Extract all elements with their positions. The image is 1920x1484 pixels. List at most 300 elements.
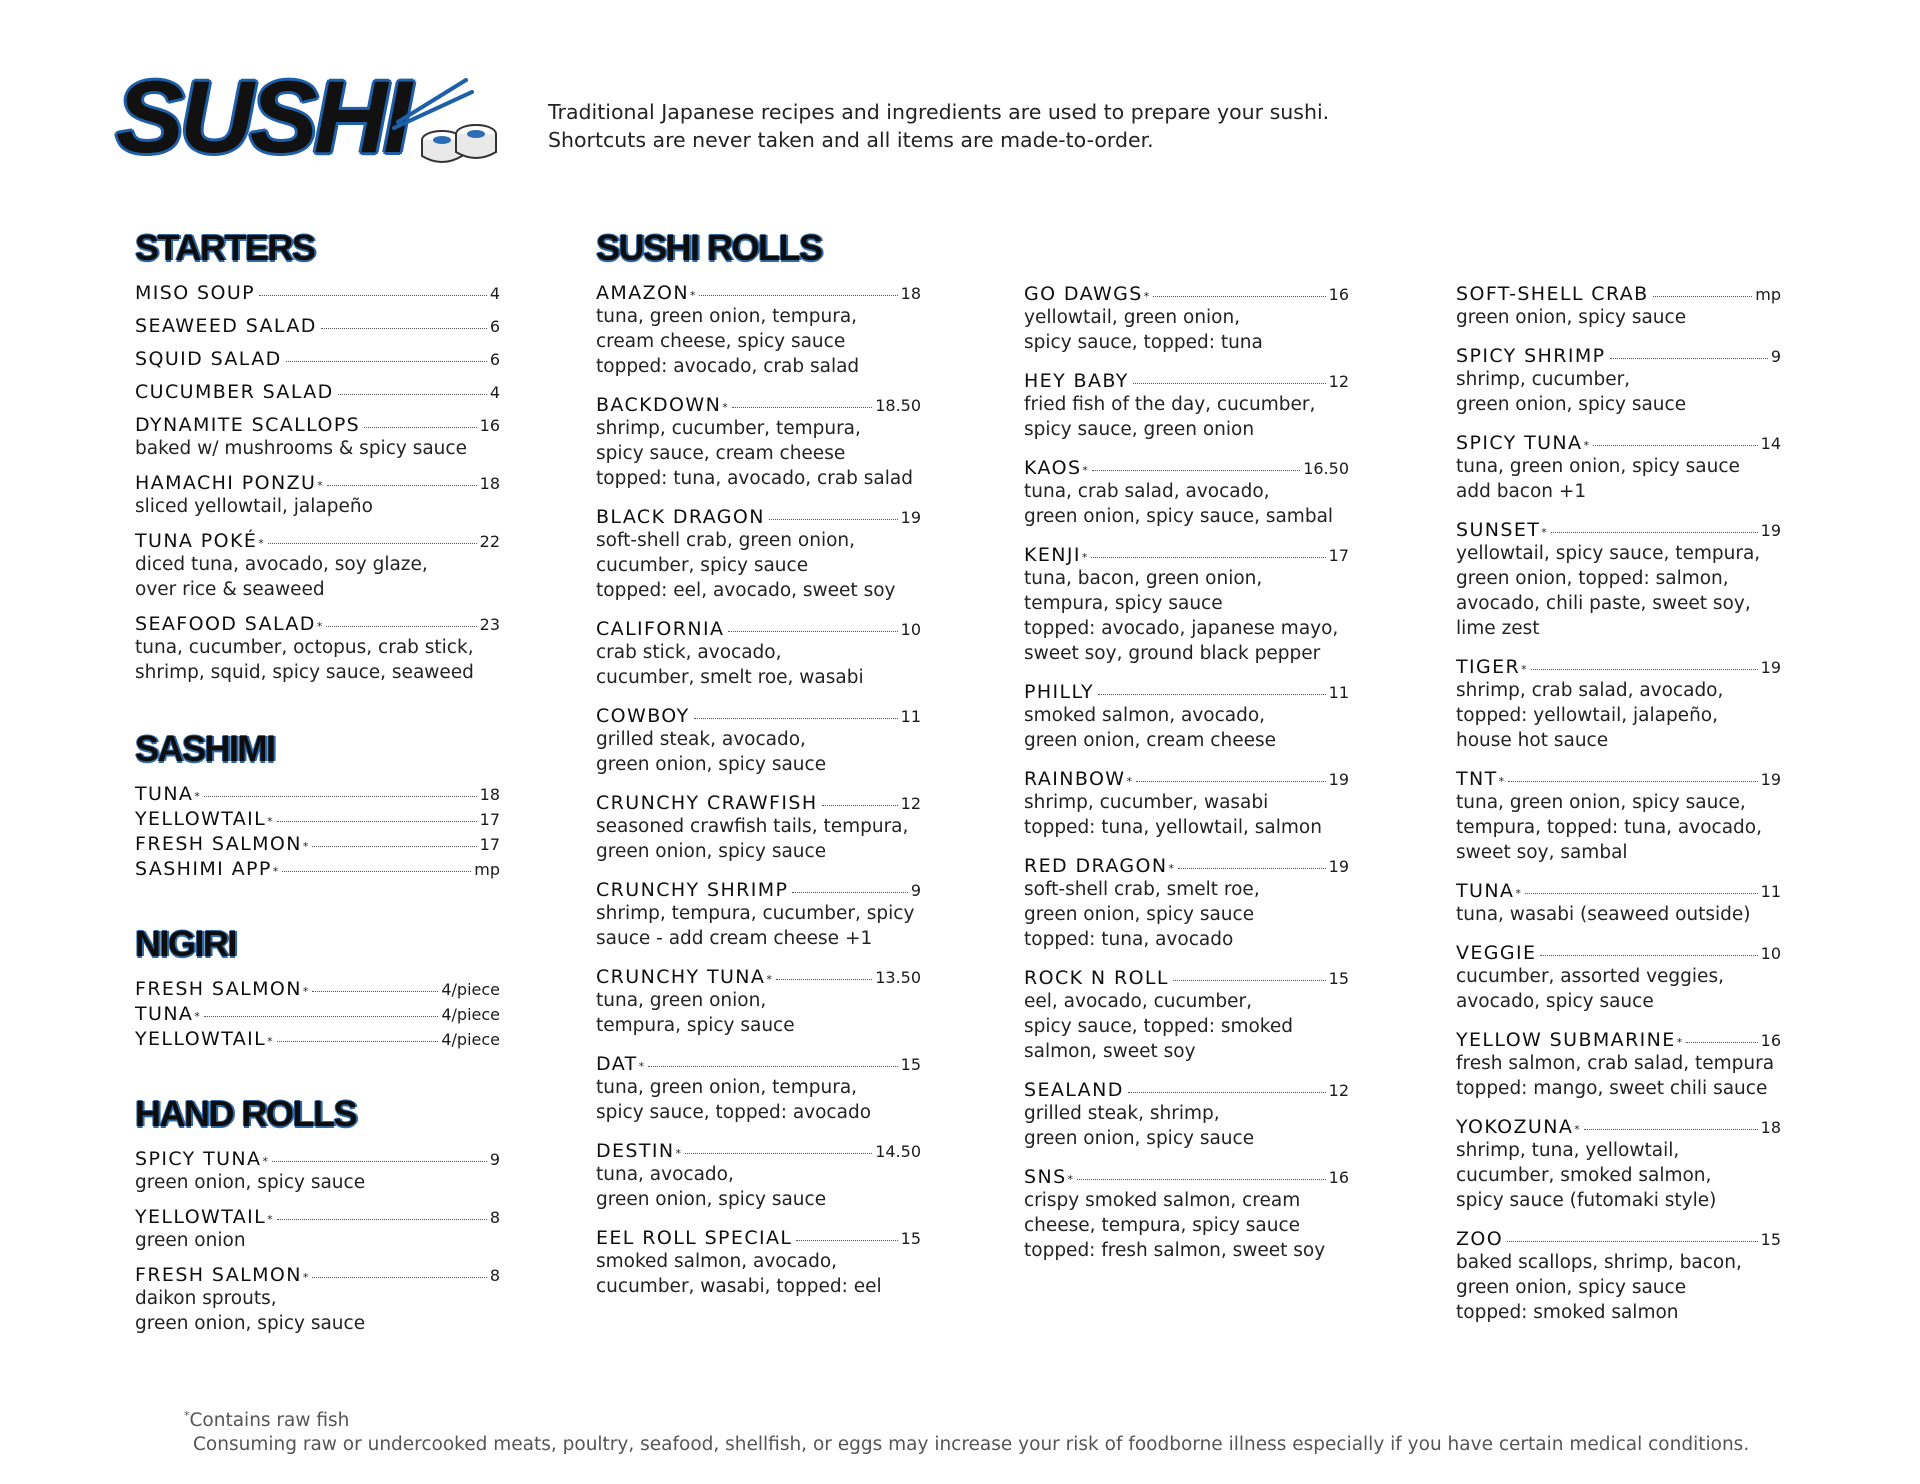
menu-item-price: 9 bbox=[910, 881, 921, 900]
column-sushi-rolls-1 bbox=[596, 228, 921, 1314]
description-line: salmon, sweet soy bbox=[1024, 1041, 1196, 1062]
menu-list bbox=[1456, 283, 1781, 1325]
intro-line-1: Traditional Japanese recipes and ingredients are used to prepare your sushi. bbox=[548, 100, 1330, 124]
description-line: green onion, spicy sauce, sambal bbox=[1024, 506, 1334, 527]
description-line: spicy sauce, topped: tuna bbox=[1024, 332, 1263, 353]
menu-item bbox=[596, 966, 921, 1038]
dot-leader bbox=[1128, 1092, 1326, 1093]
menu-list bbox=[135, 978, 500, 1050]
menu-item-description bbox=[1456, 1051, 1781, 1101]
menu-item-row bbox=[1024, 457, 1349, 479]
menu-item-name: BLACK DRAGON bbox=[596, 506, 765, 528]
description-line: fresh salmon, crab salad, tempura bbox=[1456, 1053, 1775, 1074]
menu-item-price: 18 bbox=[1760, 1118, 1781, 1137]
description-line: tuna, bacon, green onion, bbox=[1024, 568, 1263, 589]
menu-item-row bbox=[1024, 768, 1349, 790]
menu-list bbox=[1024, 283, 1349, 1263]
menu-item-description bbox=[596, 640, 921, 690]
menu-item bbox=[596, 618, 921, 690]
description-line: green onion, spicy sauce bbox=[1456, 394, 1687, 415]
description-line: eel, avocado, cucumber, bbox=[1024, 991, 1253, 1012]
description-line: green onion, spicy sauce bbox=[596, 1189, 827, 1210]
menu-item bbox=[1024, 370, 1349, 442]
menu-list bbox=[135, 1148, 500, 1336]
raw-fish-marker: * bbox=[675, 1147, 682, 1160]
raw-fish-marker: * bbox=[689, 289, 696, 302]
menu-item-name: MISO SOUP bbox=[135, 282, 256, 304]
description-line: soft-shell crab, smelt roe, bbox=[1024, 879, 1260, 900]
column-left bbox=[135, 228, 500, 1380]
intro-line-2: Shortcuts are never taken and all items are made-to-order. bbox=[548, 128, 1154, 152]
menu-item-price: 4 bbox=[489, 383, 500, 402]
menu-item-description bbox=[1024, 1188, 1349, 1263]
description-line: green onion, spicy sauce bbox=[135, 1313, 366, 1334]
dot-leader bbox=[1593, 445, 1758, 446]
menu-item bbox=[135, 808, 500, 830]
menu-item-description bbox=[1456, 964, 1781, 1014]
menu-item-row bbox=[135, 1264, 500, 1286]
menu-item-description bbox=[596, 304, 921, 379]
menu-list bbox=[596, 282, 921, 1299]
description-line: baked scallops, shrimp, bacon, bbox=[1456, 1252, 1742, 1273]
menu-item-description bbox=[1456, 790, 1781, 865]
menu-item-price: 14.50 bbox=[875, 1142, 921, 1161]
menu-item-name: DYNAMITE SCALLOPS bbox=[135, 414, 361, 436]
menu-item bbox=[135, 381, 500, 403]
menu-item-price: 18 bbox=[479, 785, 500, 804]
menu-item-name: TUNA bbox=[135, 1003, 194, 1025]
menu-item-price: 16 bbox=[1760, 1031, 1781, 1050]
menu-item-price: 13.50 bbox=[875, 968, 921, 987]
description-line: green onion, spicy sauce bbox=[1456, 1277, 1687, 1298]
menu-item-description bbox=[135, 1286, 500, 1336]
menu-item-description bbox=[1024, 1101, 1349, 1151]
menu-item-name: SQUID SALAD bbox=[135, 348, 282, 370]
section-title-sushi-rolls: SUSHI ROLLS bbox=[596, 227, 822, 268]
menu-item-row bbox=[1024, 1079, 1349, 1101]
description-line: spicy sauce, topped: smoked bbox=[1024, 1016, 1293, 1037]
menu-item-price: 15 bbox=[900, 1055, 921, 1074]
menu-item bbox=[596, 792, 921, 864]
menu-item bbox=[135, 1264, 500, 1336]
section-title-starters: STARTERS bbox=[135, 227, 315, 268]
menu-item-description bbox=[596, 727, 921, 777]
menu-item-price: 12 bbox=[1328, 1081, 1349, 1100]
description-line: green onion bbox=[135, 1230, 246, 1251]
column-sushi-rolls-2 bbox=[1024, 283, 1349, 1278]
menu-item-row bbox=[135, 858, 500, 880]
description-line: cucumber, wasabi, topped: eel bbox=[596, 1276, 882, 1297]
menu-item-row bbox=[135, 381, 500, 403]
raw-fish-marker: * bbox=[1583, 439, 1589, 452]
description-line: shrimp, tempura, cucumber, spicy bbox=[596, 903, 915, 924]
menu-item-name: SEAFOOD SALAD bbox=[135, 613, 316, 635]
menu-item-name: SEALAND bbox=[1024, 1079, 1124, 1101]
description-line: cucumber, spicy sauce bbox=[596, 555, 809, 576]
menu-item-price: 6 bbox=[489, 317, 500, 336]
menu-item bbox=[1024, 544, 1349, 666]
section-sashimi bbox=[135, 729, 500, 880]
menu-item-row bbox=[596, 506, 921, 528]
menu-item-description bbox=[1456, 454, 1781, 504]
menu-item-row bbox=[135, 783, 500, 805]
raw-fish-marker: * bbox=[1574, 1123, 1580, 1136]
description-line: tuna, cucumber, octopus, crab stick, bbox=[135, 637, 474, 658]
menu-item-price: 12 bbox=[900, 794, 921, 813]
menu-item bbox=[135, 1003, 500, 1025]
menu-item-row bbox=[1024, 681, 1349, 703]
menu-item bbox=[135, 315, 500, 337]
menu-item-price: 19 bbox=[1760, 521, 1781, 540]
menu-item bbox=[135, 1028, 500, 1050]
menu-item-price: 18.50 bbox=[875, 396, 921, 415]
menu-item-description bbox=[596, 988, 921, 1038]
description-line: cucumber, smoked salmon, bbox=[1456, 1165, 1712, 1186]
menu-item bbox=[135, 1206, 500, 1253]
description-line: topped: mango, sweet chili sauce bbox=[1456, 1078, 1768, 1099]
menu-item-name: YELLOWTAIL bbox=[135, 1028, 267, 1050]
menu-item-row bbox=[135, 1028, 500, 1050]
menu-item bbox=[596, 705, 921, 777]
raw-fish-marker: * bbox=[766, 973, 772, 986]
menu-item bbox=[1456, 519, 1781, 641]
menu-item-price: 4/piece bbox=[441, 980, 500, 999]
menu-item bbox=[1456, 1029, 1781, 1101]
description-line: tempura, spicy sauce bbox=[1024, 593, 1223, 614]
menu-item bbox=[1024, 1079, 1349, 1151]
menu-item-row bbox=[1024, 1166, 1349, 1188]
dot-leader bbox=[1153, 296, 1325, 297]
menu-item-row bbox=[596, 792, 921, 814]
menu-item-name: YOKOZUNA bbox=[1456, 1116, 1574, 1138]
footer-line-1 bbox=[183, 1404, 1749, 1433]
menu-item-description bbox=[596, 1075, 921, 1125]
menu-item bbox=[135, 858, 500, 880]
menu-item-price: 19 bbox=[900, 508, 921, 527]
raw-fish-marker: * bbox=[302, 1271, 309, 1284]
description-line: green onion, spicy sauce bbox=[135, 1172, 366, 1193]
description-line: house hot sauce bbox=[1456, 730, 1609, 751]
dot-leader bbox=[1584, 1129, 1758, 1130]
menu-item-description bbox=[1024, 392, 1349, 442]
description-line: topped: smoked salmon bbox=[1456, 1302, 1679, 1323]
menu-item-row bbox=[1456, 345, 1781, 367]
description-line: tempura, spicy sauce bbox=[596, 1015, 795, 1036]
menu-item-description bbox=[1024, 703, 1349, 753]
menu-item-name: FRESH SALMON bbox=[135, 1264, 302, 1286]
menu-item-row bbox=[596, 966, 921, 988]
description-line: cheese, tempura, spicy sauce bbox=[1024, 1215, 1301, 1236]
menu-item-row bbox=[135, 315, 500, 337]
raw-fish-marker: * bbox=[1521, 663, 1527, 676]
raw-fish-marker: * bbox=[1515, 887, 1521, 900]
dot-leader bbox=[1551, 532, 1758, 533]
menu-item-name: YELLOWTAIL bbox=[135, 808, 267, 830]
dot-leader bbox=[1653, 296, 1753, 297]
description-line: over rice & seaweed bbox=[135, 579, 325, 600]
menu-item bbox=[596, 1053, 921, 1125]
description-line: shrimp, tuna, yellowtail, bbox=[1456, 1140, 1680, 1161]
section-nigiri bbox=[135, 924, 500, 1050]
menu-item-name: YELLOW SUBMARINE bbox=[1456, 1029, 1676, 1051]
menu-item-name: CRUNCHY SHRIMP bbox=[596, 879, 789, 901]
menu-item-price: 4/piece bbox=[441, 1005, 500, 1024]
footer-line-2: Consuming raw or undercooked meats, poultry, seafood, shellfish, or eggs may increase your risk of foodborne illness especially if you have certain medical conditions. bbox=[193, 1434, 1750, 1456]
raw-fish-marker: * bbox=[267, 1213, 273, 1226]
menu-item-name: SPICY TUNA bbox=[135, 1148, 262, 1170]
raw-fish-marker: * bbox=[1067, 1173, 1074, 1186]
menu-item bbox=[596, 879, 921, 951]
menu-item bbox=[135, 833, 500, 855]
menu-item-row bbox=[1024, 967, 1349, 989]
menu-item-name: TUNA bbox=[1456, 880, 1515, 902]
menu-item bbox=[1024, 457, 1349, 529]
dot-leader bbox=[364, 427, 476, 428]
description-line: cream cheese, spicy sauce bbox=[596, 331, 846, 352]
menu-item-row bbox=[1456, 880, 1781, 902]
dot-leader bbox=[338, 394, 487, 395]
menu-item-price: 14 bbox=[1760, 434, 1781, 453]
menu-item-name: DAT bbox=[596, 1053, 638, 1075]
dot-leader bbox=[1091, 557, 1325, 558]
description-line: tuna, wasabi (seaweed outside) bbox=[1456, 904, 1751, 925]
dot-leader bbox=[326, 626, 476, 627]
menu-item bbox=[1456, 768, 1781, 865]
menu-item-name: SUNSET bbox=[1456, 519, 1541, 541]
description-line: baked w/ mushrooms & spicy sauce bbox=[135, 438, 467, 459]
menu-item-row bbox=[1024, 283, 1349, 305]
description-line: spicy sauce, green onion bbox=[1024, 419, 1255, 440]
description-line: cucumber, smelt roe, wasabi bbox=[596, 667, 864, 688]
menu-item-row bbox=[596, 1053, 921, 1075]
description-line: sweet soy, sambal bbox=[1456, 842, 1628, 863]
raw-fish-marker: * bbox=[722, 401, 728, 414]
menu-item-price: 17 bbox=[1328, 546, 1349, 565]
menu-item-name: SOFT-SHELL CRAB bbox=[1456, 283, 1649, 305]
description-line: add bacon +1 bbox=[1456, 481, 1587, 502]
dot-leader bbox=[648, 1066, 898, 1067]
dot-leader bbox=[1686, 1042, 1757, 1043]
menu-item bbox=[1024, 768, 1349, 840]
logo bbox=[116, 60, 408, 174]
raw-fish-star: * bbox=[184, 1409, 190, 1422]
description-line: tuna, green onion, spicy sauce bbox=[1456, 456, 1740, 477]
menu-item-price: 19 bbox=[1328, 770, 1349, 789]
menu-item-price: 15 bbox=[900, 1229, 921, 1248]
menu-item-row bbox=[596, 705, 921, 727]
description-line: tuna, crab salad, avocado, bbox=[1024, 481, 1270, 502]
menu-item-row bbox=[596, 282, 921, 304]
logo-wordmark: SUSHI bbox=[116, 60, 408, 174]
menu-item bbox=[135, 1148, 500, 1195]
description-line: soft-shell crab, green onion, bbox=[596, 530, 856, 551]
menu-item-row bbox=[1456, 1029, 1781, 1051]
description-line: green onion, cream cheese bbox=[1024, 730, 1276, 751]
menu-item-name: ROCK N ROLL bbox=[1024, 967, 1169, 989]
description-line: grilled steak, avocado, bbox=[596, 729, 806, 750]
menu-item-price: 9 bbox=[489, 1150, 500, 1169]
menu-item-price: 10 bbox=[900, 620, 921, 639]
menu-item-name: ZOO bbox=[1456, 1228, 1504, 1250]
menu-item-row bbox=[596, 1140, 921, 1162]
menu-item-name: VEGGIE bbox=[1456, 942, 1537, 964]
menu-item-price: 15 bbox=[1760, 1230, 1781, 1249]
menu-item-price: 16 bbox=[479, 416, 500, 435]
menu-item-row bbox=[135, 472, 500, 494]
dot-leader bbox=[204, 796, 477, 797]
menu-item-price: 19 bbox=[1328, 857, 1349, 876]
menu-item-row bbox=[135, 530, 500, 552]
menu-item bbox=[1456, 1116, 1781, 1213]
dot-leader bbox=[776, 979, 872, 980]
menu-item bbox=[1456, 345, 1781, 417]
menu-item bbox=[1456, 283, 1781, 330]
section-title-hand-rolls: HAND ROLLS bbox=[135, 1093, 356, 1134]
raw-fish-marker: * bbox=[1081, 551, 1088, 564]
dot-leader bbox=[1507, 1241, 1758, 1242]
raw-fish-note: Contains raw fish bbox=[189, 1410, 350, 1432]
menu-item-name: GO DAWGS bbox=[1024, 283, 1143, 305]
menu-item-row bbox=[1456, 1116, 1781, 1138]
dot-leader bbox=[1092, 470, 1300, 471]
description-line: topped: yellowtail, jalapeño, bbox=[1456, 705, 1718, 726]
dot-leader bbox=[1178, 868, 1326, 869]
description-line: topped: fresh salmon, sweet soy bbox=[1024, 1240, 1326, 1261]
menu-item-name: SPICY SHRIMP bbox=[1456, 345, 1606, 367]
menu-item-price: 15 bbox=[1328, 969, 1349, 988]
dot-leader bbox=[1136, 781, 1326, 782]
menu-item-name: AMAZON bbox=[596, 282, 689, 304]
dot-leader bbox=[204, 1016, 439, 1017]
dot-leader bbox=[694, 718, 898, 719]
description-line: shrimp, cucumber, bbox=[1456, 369, 1631, 390]
raw-fish-marker: * bbox=[262, 1155, 268, 1168]
menu-item-description bbox=[1456, 541, 1781, 641]
menu-item-name: COWBOY bbox=[596, 705, 690, 727]
menu-item-row bbox=[596, 879, 921, 901]
menu-item-price: 18 bbox=[900, 284, 921, 303]
description-line: daikon sprouts, bbox=[135, 1288, 277, 1309]
dot-leader bbox=[699, 295, 897, 296]
menu-item-name: FRESH SALMON bbox=[135, 833, 302, 855]
description-line: shrimp, squid, spicy sauce, seaweed bbox=[135, 662, 474, 683]
menu-item-row bbox=[135, 1003, 500, 1025]
menu-item-description bbox=[1456, 305, 1781, 330]
menu-item-description bbox=[135, 436, 500, 461]
dot-leader bbox=[277, 821, 477, 822]
menu-item bbox=[1024, 1166, 1349, 1263]
dot-leader bbox=[1508, 781, 1758, 782]
description-line: avocado, chili paste, sweet soy, bbox=[1456, 593, 1751, 614]
menu-item bbox=[135, 530, 500, 602]
dot-leader bbox=[1077, 1179, 1326, 1180]
menu-item-row bbox=[135, 282, 500, 304]
description-line: yellowtail, spicy sauce, tempura, bbox=[1456, 543, 1761, 564]
raw-fish-marker: * bbox=[317, 479, 323, 492]
menu-item-row bbox=[1456, 519, 1781, 541]
dot-leader bbox=[327, 485, 477, 486]
menu-item-row bbox=[596, 394, 921, 416]
menu-item-row bbox=[135, 613, 500, 635]
raw-fish-marker: * bbox=[194, 1010, 200, 1023]
description-line: crispy smoked salmon, cream bbox=[1024, 1190, 1301, 1211]
menu-item-row bbox=[1456, 768, 1781, 790]
raw-fish-marker: * bbox=[1143, 290, 1150, 303]
menu-item-description bbox=[1024, 790, 1349, 840]
menu-item bbox=[135, 783, 500, 805]
description-line: green onion, spicy sauce bbox=[1024, 904, 1255, 925]
description-line: cucumber, assorted veggies, bbox=[1456, 966, 1724, 987]
menu-item-description bbox=[1456, 678, 1781, 753]
menu-item-description bbox=[135, 552, 500, 602]
dot-leader bbox=[1133, 383, 1326, 384]
dot-leader bbox=[272, 1161, 487, 1162]
menu-item-price: 23 bbox=[479, 615, 500, 634]
raw-fish-marker: * bbox=[1082, 464, 1088, 477]
menu-item-price: 16 bbox=[1328, 1168, 1349, 1187]
description-line: shrimp, cucumber, tempura, bbox=[596, 418, 861, 439]
menu-item-name: CRUNCHY TUNA bbox=[596, 966, 766, 988]
raw-fish-marker: * bbox=[316, 620, 323, 633]
menu-item-description bbox=[1024, 989, 1349, 1064]
menu-item-name: SASHIMI APP bbox=[135, 858, 272, 880]
menu-item-name: RED DRAGON bbox=[1024, 855, 1168, 877]
menu-item-row bbox=[1456, 942, 1781, 964]
menu-item bbox=[1024, 283, 1349, 355]
raw-fish-marker: * bbox=[258, 537, 264, 550]
description-line: shrimp, cucumber, wasabi bbox=[1024, 792, 1269, 813]
dot-leader bbox=[1173, 980, 1326, 981]
description-line: diced tuna, avocado, soy glaze, bbox=[135, 554, 428, 575]
description-line: tuna, green onion, bbox=[596, 990, 767, 1011]
menu-item bbox=[1456, 942, 1781, 1014]
dot-leader bbox=[1610, 358, 1768, 359]
description-line: topped: avocado, crab salad bbox=[596, 356, 860, 377]
menu-item-price: 4 bbox=[489, 284, 500, 303]
column-sushi-rolls-3 bbox=[1456, 283, 1781, 1340]
raw-fish-marker: * bbox=[272, 865, 279, 878]
menu-item-row bbox=[596, 1227, 921, 1249]
menu-item-price: 22 bbox=[479, 532, 500, 551]
menu-item bbox=[135, 414, 500, 461]
menu-item-name: HEY BABY bbox=[1024, 370, 1129, 392]
description-line: smoked salmon, avocado, bbox=[1024, 705, 1266, 726]
menu-item-row bbox=[135, 1206, 500, 1228]
menu-item-price: 12 bbox=[1328, 372, 1349, 391]
menu-item-price: 17 bbox=[479, 810, 500, 829]
dot-leader bbox=[769, 519, 898, 520]
raw-fish-marker: * bbox=[1168, 862, 1174, 875]
menu-item-description bbox=[596, 814, 921, 864]
raw-fish-marker: * bbox=[302, 840, 309, 853]
raw-fish-marker: * bbox=[302, 985, 309, 998]
menu-item-price: 19 bbox=[1760, 658, 1781, 677]
menu-item bbox=[596, 1227, 921, 1299]
dot-leader bbox=[321, 328, 487, 329]
description-line: sliced yellowtail, jalapeño bbox=[135, 496, 373, 517]
menu-item-name: TUNA POKÉ bbox=[135, 530, 258, 552]
description-line: green onion, spicy sauce bbox=[596, 754, 827, 775]
menu-item bbox=[596, 282, 921, 379]
section-title-nigiri: NIGIRI bbox=[135, 923, 237, 964]
menu-item-name: CRUNCHY CRAWFISH bbox=[596, 792, 818, 814]
footer-note bbox=[183, 1404, 1749, 1457]
section-starters bbox=[135, 228, 500, 685]
menu-item-row bbox=[1456, 283, 1781, 305]
menu-item-row bbox=[135, 1148, 500, 1170]
menu-item-row bbox=[1024, 855, 1349, 877]
dot-leader bbox=[1098, 694, 1326, 695]
